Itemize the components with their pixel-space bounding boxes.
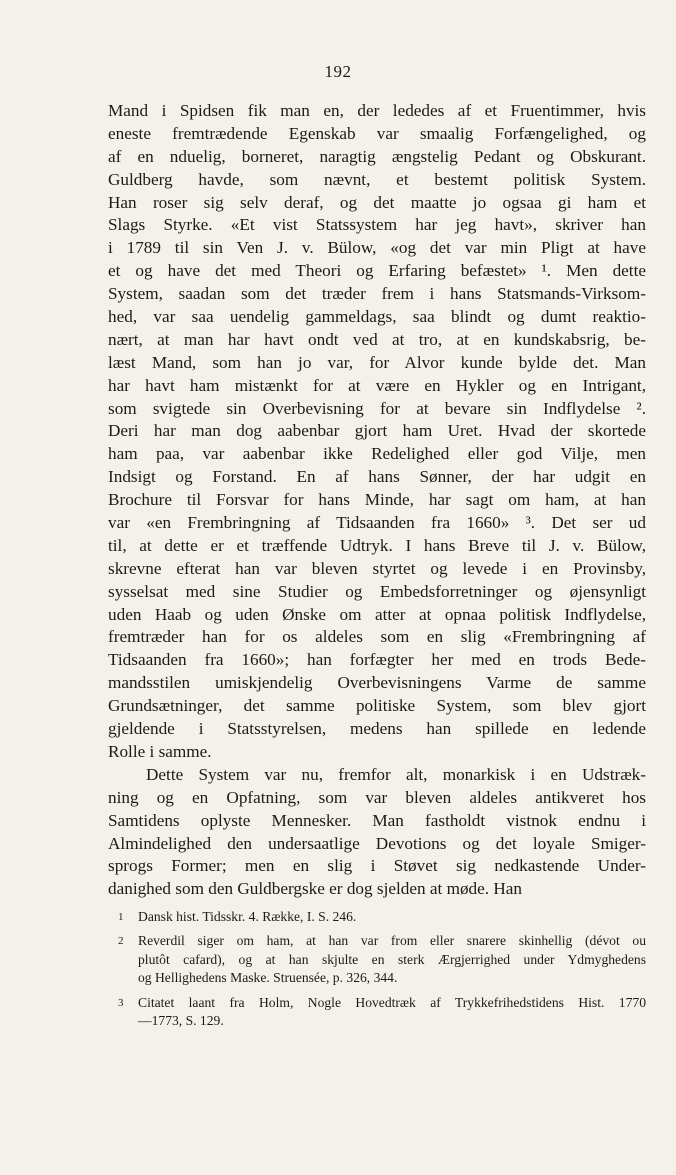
footnote-line [108,951,646,969]
footnote-line [108,994,646,1012]
footnote-number: 3 [118,996,124,1009]
footnote-text: Reverdil siger om ham, at han var from eller snarere skinhellig (dévot ou [138,933,646,949]
text-line: skrevne efterat han var bleven styrtet og levede i en Provinsby, [108,558,646,578]
footnote [108,932,646,987]
footnote-line [108,908,646,926]
footnote-text: plutôt cafard), og at han skjulte en sterk Ærgjerrighed under Ydmyghedens [138,951,646,967]
footnote-line [108,932,646,950]
footnote-line [108,969,646,987]
text-line: Almindelighed den undersaatlige Devotions og det loyale Smiger- [108,833,646,853]
text-line: nært, at man har havt ondt ved at tro, at en kundskabsrig, be- [108,329,646,349]
text-line: har havt ham mistænkt for at være en Hykler og en Intrigant, [108,375,646,395]
text-line: i 1789 til sin Ven J. v. Bülow, «og det var min Pligt at have [108,238,646,258]
text-line: til, at dette er et træffende Udtryk. I hans Breve til J. v. Bülow, [108,535,646,555]
text-line: Mand i Spidsen fik man en, der lededes af et Fruentimmer, hvis [108,101,646,120]
text-line: Samtidens oplyste Mennesker. Man fastholdt vistnok endnu i [108,810,646,830]
footnote-text: —1773, S. 129. [138,1012,224,1028]
footnote-text: Citatet laant fra Holm, Nogle Hovedtræk af Trykkefrihedstidens Hist. 1770 [138,994,646,1010]
text-line: Brochure til Forsvar for hans Minde, har sagt om ham, at han [108,490,646,510]
text-line: Grundsætninger, det samme politiske System, som blev gjort [108,696,646,716]
text-line: ham paa, var aabenbar ikke Redelighed eller god Vilje, men [108,444,646,464]
footnotes [108,908,646,1030]
text-line: eneste fremtrædende Egenskab var smaalig Forfængelighed, og [108,123,646,143]
text-line: Deri har man dog aabenbar gjort ham Uret. Hvad der skortede [108,421,646,441]
footnote [108,908,646,926]
footnote-number: 1 [118,911,124,923]
text-line: Guldberg havde, som nævnt, et bestemt politisk System. [108,169,646,189]
footnote-text: og Hellighedens Maske. Struensée, p. 326, 344. [138,970,398,986]
text-line: læst Mand, som han jo var, for Alvor kunde bylde det. Man [108,352,646,372]
footnote-line [108,1012,646,1030]
text-line: Han roser sig selv deraf, og det maatte jo ogsaa gi ham et [108,192,646,212]
footnote [108,994,646,1031]
text-line: sprogs Former; men en slig i Støvet sig nedkastende Under- [108,856,646,876]
text-line: ning og en Opfatning, som var bleven aldeles antikveret hos [108,787,646,807]
text-line: et og have det med Theori og Erfaring befæstet» ¹. Men dette [108,261,646,281]
text-line: uden Haab og uden Ønske om atter at opnaa politisk Indflydelse, [108,604,646,624]
text-line: Dette System var nu, fremfor alt, monarkisk i en Udstræk- [146,764,646,784]
text-line: som svigtede sin Overbevisning for at bevare sin Indflydelse ². [108,398,646,418]
text-line: Rolle i samme. [108,741,212,761]
text-line: fremtræder han for os aldeles som en slig «Frembringning af [108,627,646,647]
text-line: Slags Styrke. «Et vist Statssystem har jeg havt», skriver han [108,215,646,235]
footnote-number: 2 [118,935,124,948]
page-number: 192 [324,62,352,81]
text-line: af en nduelig, borneret, naragtig ængstelig Pedant og Obskurant. [108,146,646,166]
text-line: hed, var saa uendelig gammeldags, saa blindt og dumt reaktio- [108,307,646,327]
text-line: Indsigt og Forstand. En af hans Sønner, der har udgit en [108,467,646,487]
footnote-text: Dansk hist. Tidsskr. 4. Række, I. S. 246. [138,909,357,924]
text-line: System, saadan som det træder frem i hans Statsmands-Virksom- [108,284,646,304]
text-line: gjeldende i Statsstyrelsen, medens han spillede en ledende [108,719,646,739]
text-line: Tidsaanden fra 1660»; han forfægter her med en trods Bede- [108,650,646,670]
text-line: mandsstilen umiskjendelig Overbevisningens Varme de samme [108,673,646,693]
text-line: danighed som den Guldbergske er dog sjelden at møde. Han [108,879,522,899]
text-line: sysselsat med sine Studier og Embedsforretninger og øjensynligt [108,581,646,601]
text-line: var «en Frembringning af Tidsaanden fra 1660» ³. Det ser ud [108,513,646,533]
body-text [108,100,646,901]
